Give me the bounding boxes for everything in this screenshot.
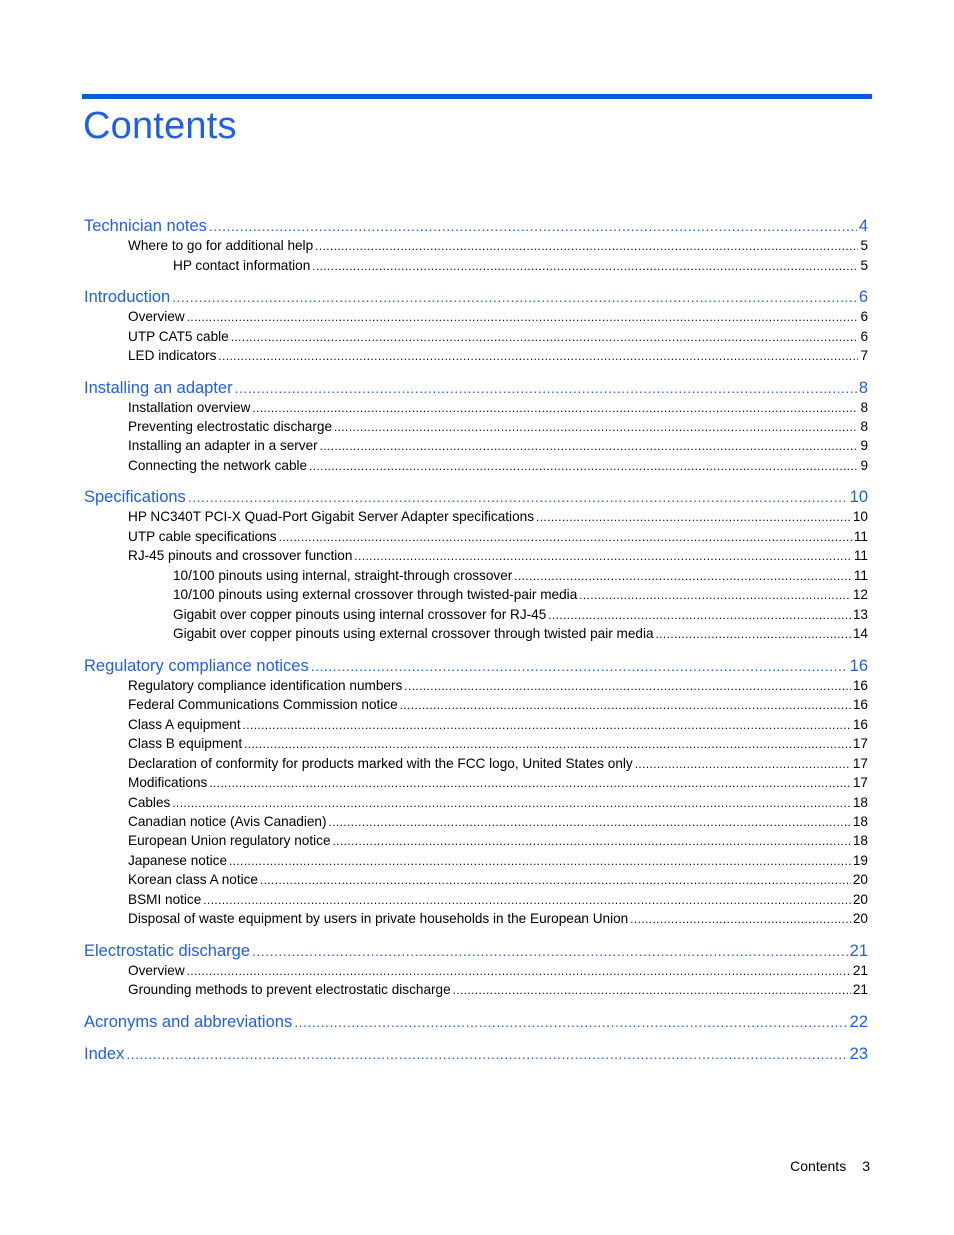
toc-entry-title: 10/100 pinouts using external crossover through twisted-pair media [173,587,578,602]
toc-entry-title: Index [84,1045,125,1063]
toc-entry-page-number: 6 [860,309,868,324]
toc-dot-leader [172,289,857,305]
toc-entry-title: 10/100 pinouts using internal, straight-through crossover [173,568,513,583]
toc-dot-leader [252,403,858,415]
toc-entry-level-2[interactable] [128,529,868,544]
toc-entry-level-2[interactable] [128,309,868,324]
toc-entry-page-number: 21 [852,982,868,997]
toc-entry-page-number: 18 [852,833,868,848]
toc-entry-page-number: 17 [852,775,868,790]
toc-entry-title: UTP cable specifications [128,529,277,544]
toc-entry-level-1[interactable] [84,488,868,507]
toc-entry-page-number: 9 [860,458,868,473]
toc-entry-title: Regulatory compliance notices [84,657,309,675]
toc-entry-level-2[interactable] [128,982,868,997]
toc-entry-page-number: 16 [852,717,868,732]
toc-dot-leader [294,1014,847,1030]
toc-entry-level-1[interactable] [84,1045,868,1064]
toc-entry-level-2[interactable] [128,872,868,887]
toc-dot-leader [218,351,858,363]
toc-entry-level-3[interactable] [173,587,868,602]
toc-entry-title: Installing an adapter [84,379,233,397]
toc-entry-title: LED indicators [128,348,217,363]
toc-entry-page-number: 13 [852,607,868,622]
toc-entry-level-1[interactable] [84,379,868,398]
toc-dot-leader [311,658,848,674]
toc-entry-page-number: 16 [852,678,868,693]
toc-entry-page-number: 22 [849,1013,868,1031]
toc-entry-level-2[interactable] [128,400,868,415]
toc-entry-page-number: 12 [852,587,868,602]
toc-dot-leader [329,817,851,829]
toc-entry-title: Where to go for additional help [128,238,314,253]
toc-entry-page-number: 11 [853,548,868,563]
toc-entry-title: Declaration of conformity for products marked with the FCC logo, United States only [128,756,633,771]
toc-entry-title: Modifications [128,775,208,790]
toc-entry-page-number: 4 [858,217,868,235]
toc-entry-level-2[interactable] [128,756,868,771]
toc-entry-page-number: 20 [852,911,868,926]
toc-dot-leader [536,512,851,524]
toc-entry-level-2[interactable] [128,419,868,434]
toc-entry-title: Gigabit over copper pinouts using external crossover through twisted pair media [173,626,654,641]
toc-entry-page-number: 5 [860,238,868,253]
toc-entry-page-number: 23 [849,1045,868,1063]
toc-entry-level-1[interactable] [84,1013,868,1032]
toc-dot-leader [312,261,858,273]
toc-dot-leader [229,856,851,868]
toc-dot-leader [187,966,851,978]
toc-entry-title: Overview [128,963,185,978]
toc-entry-level-2[interactable] [128,963,868,978]
toc-entry-title: Overview [128,309,185,324]
toc-dot-leader [188,489,848,505]
toc-entry-level-2[interactable] [128,509,868,524]
toc-entry-title: Class B equipment [128,736,243,751]
toc-entry-title: Specifications [84,488,186,506]
toc-entry-level-2[interactable] [128,814,868,829]
toc-entry-page-number: 8 [858,379,868,397]
toc-dot-leader [279,532,852,544]
toc-entry-page-number: 18 [852,814,868,829]
toc-entry-level-1[interactable] [84,217,868,236]
toc-entry-level-2[interactable] [128,548,868,563]
toc-entry-level-3[interactable] [173,626,868,641]
toc-entry-level-1[interactable] [84,942,868,961]
toc-dot-leader [453,985,851,997]
toc-entry-page-number: 8 [860,400,868,415]
toc-entry-page-number: 18 [852,795,868,810]
toc-entry-page-number: 10 [849,488,868,506]
toc-dot-leader [309,461,858,473]
toc-entry-title: HP contact information [173,258,311,273]
toc-entry-page-number: 16 [852,697,868,712]
toc-entry-title: Class A equipment [128,717,241,732]
toc-entry-level-2[interactable] [128,775,868,790]
toc-dot-leader [400,700,851,712]
toc-entry-title: Regulatory compliance identification numbers [128,678,403,693]
toc-entry-level-1[interactable] [84,288,868,307]
toc-entry-level-2[interactable] [128,717,868,732]
toc-entry-level-2[interactable] [128,736,868,751]
toc-entry-title: Disposal of waste equipment by users in private households in the European Union [128,911,629,926]
toc-dot-leader [354,551,851,563]
toc-entry-title: Connecting the network cable [128,458,308,473]
toc-entry-page-number: 20 [852,892,868,907]
toc-dot-leader [209,778,851,790]
toc-entry-title: RJ-45 pinouts and crossover function [128,548,353,563]
toc-dot-leader [172,798,851,810]
toc-entry-title: Federal Communications Commission notice [128,697,398,712]
toc-entry-level-2[interactable] [128,438,868,453]
toc-entry-title: HP NC340T PCI-X Quad-Port Gigabit Server Adapter specifications [128,509,534,524]
toc-entry-title: Japanese notice [128,853,228,868]
toc-entry-page-number: 21 [852,963,868,978]
toc-entry-page-number: 7 [860,348,868,363]
toc-entry-level-2[interactable] [128,833,868,848]
toc-entry-level-2[interactable] [128,348,868,363]
toc-entry-page-number: 20 [852,872,868,887]
toc-entry-page-number: 14 [852,626,868,641]
toc-entry-page-number: 8 [860,419,868,434]
toc-entry-page-number: 5 [860,258,868,273]
toc-dot-leader [126,1046,847,1062]
toc-entry-page-number: 6 [858,288,868,306]
toc-dot-leader [243,720,851,732]
toc-dot-leader [630,914,851,926]
toc-dot-leader [656,629,851,641]
toc-dot-leader [315,241,858,253]
toc-entry-title: Introduction [84,288,171,306]
page-title: Contents [83,105,237,147]
toc-dot-leader [333,836,851,848]
toc-entry-level-1[interactable] [84,657,868,676]
toc-entry-page-number: 6 [860,329,868,344]
header-rule [82,94,872,99]
toc-entry-page-number: 10 [852,509,868,524]
toc-dot-leader [209,218,857,234]
toc-entry-level-2[interactable] [128,697,868,712]
toc-entry-title: Cables [128,795,171,810]
toc-dot-leader [548,610,851,622]
toc-entry-page-number: 17 [852,736,868,751]
toc-entry-title: Installing an adapter in a server [128,438,318,453]
toc-entry-title: European Union regulatory notice [128,833,331,848]
toc-entry-title: Grounding methods to prevent electrostatic discharge [128,982,451,997]
toc-dot-leader [244,739,851,751]
toc-dot-leader [404,681,851,693]
toc-entry-page-number: 21 [849,942,868,960]
toc-dot-leader [579,590,851,602]
toc-entry-level-2[interactable] [128,678,868,693]
footer-page-number: 3 [862,1158,870,1174]
toc-dot-leader [187,312,859,324]
toc-entry-title: Canadian notice (Avis Canadien) [128,814,327,829]
toc-entry-title: Technician notes [84,217,207,235]
toc-dot-leader [514,571,852,583]
toc-entry-title: Electrostatic discharge [84,942,250,960]
toc-entry-level-3[interactable] [173,607,868,622]
toc-entry-level-3[interactable] [173,258,868,273]
toc-dot-leader [235,380,857,396]
toc-entry-page-number: 19 [852,853,868,868]
toc-dot-leader [252,943,848,959]
toc-entry-page-number: 17 [852,756,868,771]
toc-entry-page-number: 11 [853,568,868,583]
toc-entry-level-2[interactable] [128,795,868,810]
toc-entry-level-2[interactable] [128,853,868,868]
toc-entry-level-2[interactable] [128,329,868,344]
toc-dot-leader [231,332,859,344]
toc-entry-title: Korean class A notice [128,872,258,887]
toc-entry-title: BSMI notice [128,892,202,907]
toc-entry-page-number: 11 [853,529,868,544]
toc-dot-leader [320,441,859,453]
page-footer [790,1158,870,1174]
toc-entry-page-number: 9 [860,438,868,453]
toc-dot-leader [260,875,851,887]
toc-dot-leader [203,895,851,907]
toc-dot-leader [334,422,858,434]
toc-entry-level-2[interactable] [128,911,868,926]
toc-entry-title: Gigabit over copper pinouts using internal crossover for RJ-45 [173,607,547,622]
toc-entry-level-2[interactable] [128,892,868,907]
toc-entry-title: Preventing electrostatic discharge [128,419,333,434]
toc-entry-page-number: 16 [849,657,868,675]
toc-entry-title: UTP CAT5 cable [128,329,229,344]
toc-entry-level-2[interactable] [128,238,868,253]
toc-entry-level-3[interactable] [173,568,868,583]
toc-dot-leader [635,759,851,771]
toc-entry-title: Installation overview [128,400,251,415]
footer-section: Contents [790,1158,847,1174]
toc-entry-level-2[interactable] [128,458,868,473]
toc-entry-title: Acronyms and abbreviations [84,1013,293,1031]
